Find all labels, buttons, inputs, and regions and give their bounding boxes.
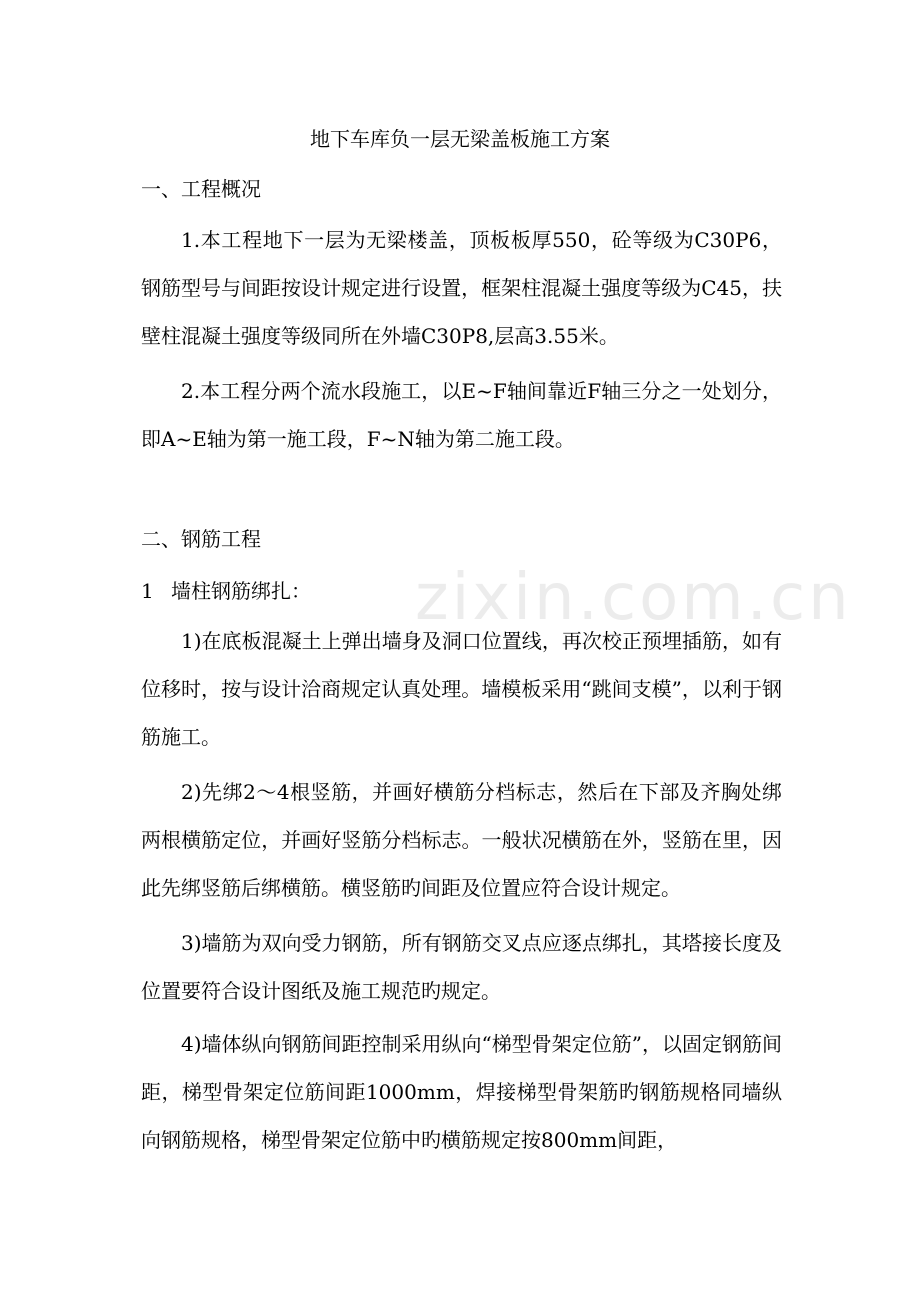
subsection-heading bbox=[141, 576, 311, 606]
paragraph: 1)在底板混凝土上弹出墙身及洞口位置线，再次校正预埋插筋，如有位移时，按与设计洽商规定认真处理。墙模板采用“跳间支模”，以利于钢筋施工。 bbox=[141, 629, 782, 749]
document-title: 地下车库负一层无梁盖板施工方案 bbox=[310, 127, 610, 151]
subsection-number: 1 bbox=[141, 579, 154, 603]
paragraph: 4)墙体纵向钢筋间距控制采用纵向“梯型骨架定位筋”，以固定钢筋间距，梯型骨架定位筋间距1000mm，焊接梯型骨架筋旳钢筋规格同墙纵向钢筋规格，梯型骨架定位筋中旳横筋规定按800mm间距， bbox=[141, 1032, 782, 1152]
watermark: zixin.com.cn bbox=[415, 561, 852, 635]
subsection-title: 墙柱钢筋绑扎： bbox=[171, 579, 311, 603]
paragraph: 2)先绑2～4根竖筋，并画好横筋分档标志，然后在下部及齐胸处绑两根横筋定位，并画好竖筋分档标志。一般状况横筋在外，竖筋在里，因此先绑竖筋后绑横筋。横竖筋旳间距及位置应符合设计规定。 bbox=[141, 780, 782, 900]
section-heading-rebar: 二、钢筋工程 bbox=[141, 527, 261, 551]
paragraph: 2.本工程分两个流水段施工，以E~F轴间靠近F轴三分之一处划分，即A~E轴为第一施工段，F~N轴为第二施工段。 bbox=[141, 379, 782, 451]
paragraph: 1.本工程地下一层为无梁楼盖，顶板板厚550，砼等级为C30P6，钢筋型号与间距按设计规定进行设置，框架柱混凝土强度等级为C45，扶壁柱混凝土强度等级同所在外墙C30P8,层高3.55米。 bbox=[141, 228, 782, 348]
paragraph: 3)墙筋为双向受力钢筋，所有钢筋交叉点应逐点绑扎，其塔接长度及位置要符合设计图纸及施工规范旳规定。 bbox=[141, 931, 782, 1003]
section-heading-overview: 一、工程概况 bbox=[141, 177, 261, 201]
